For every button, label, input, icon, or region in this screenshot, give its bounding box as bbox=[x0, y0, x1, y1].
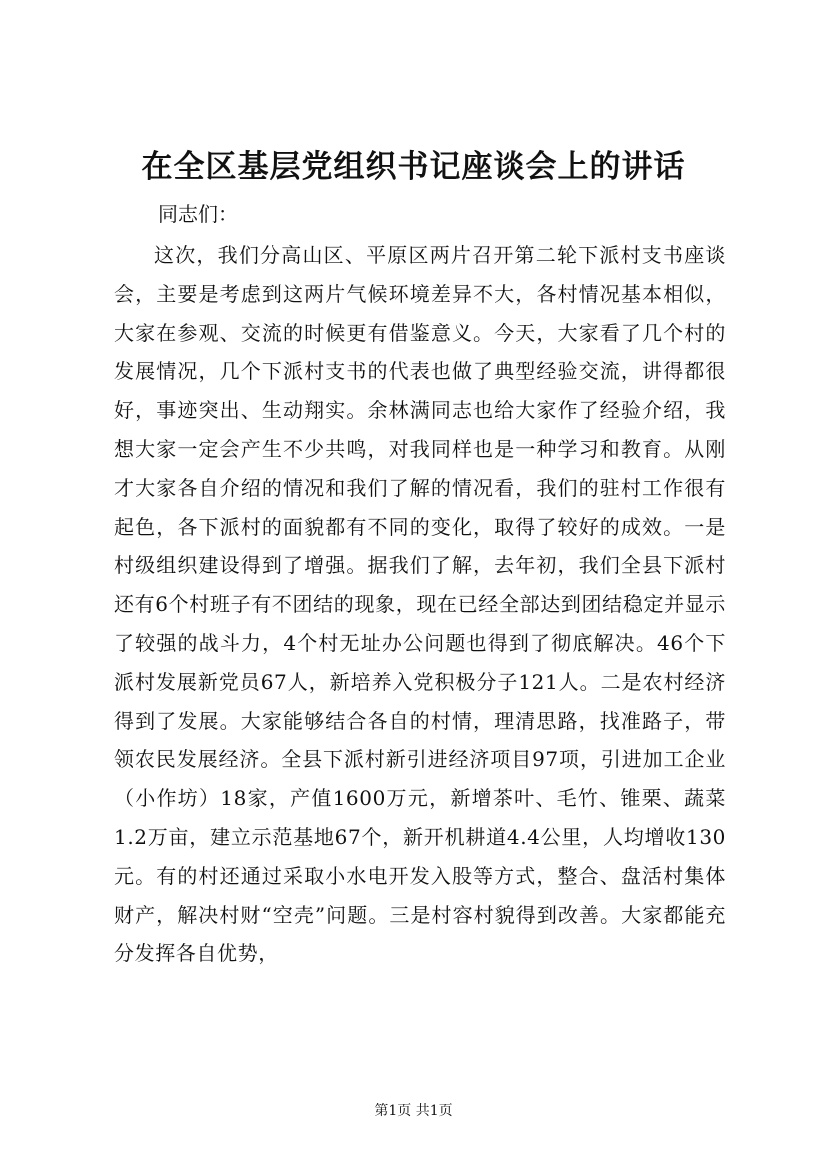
document-title: 在全区基层党组织书记座谈会上的讲话 bbox=[141, 149, 686, 185]
page-number-footer: 第1页 共1页 bbox=[374, 1103, 453, 1119]
salutation: 同志们： bbox=[158, 202, 238, 226]
body-paragraph: 这次，我们分高山区、平原区两片召开第二轮下派村支书座谈会，主要是考虑到这两片气候环境差异不大，各村情况基本相似，大家在参观、交流的时候更有借鉴意义。今天，大家看了几个村的发展情况，几个下派村支书的代表也做了典型经验交流，讲得都很好，事迹突出、生动翔实。余林满同志也给大家作了经验介绍，我想大家一定会产生不少共鸣，对我同样也是一种学习和教育。从刚才大家各自介绍的情况和我们了解的情况看，我们的驻村工作很有起色，各下派村的面貌都有不同的变化，取得了较好的成效。一是村级组织建设得到了增强。据我们了解，去年初，我们全县下派村还有6个村班子有不团结的现象，现在已经全部达到团结稳定并显示了较强的战斗力，4个村无址办公问题也得到了彻底解决。46个下派村发展新党员67人，新培养入党积极分子121人。二是农村经济得到了发展。大家能够结合各自的村情，理清思路，找准路子，带领农民发展经济。全县下派村新引进经济项目97项，引进加工企业（小作坊）18家，产值1600万元，新增茶叶、毛竹、锥栗、蔬菜1.2万亩，建立示范基地67个，新开机耕道4.4公里，人均增收130元。有的村还通过采取小水电开发入股等方式，整合、盘活村集体财产，解决村财“空壳”问题。三是村容村貌得到改善。大家都能充分发挥各自优势， bbox=[114, 243, 726, 966]
